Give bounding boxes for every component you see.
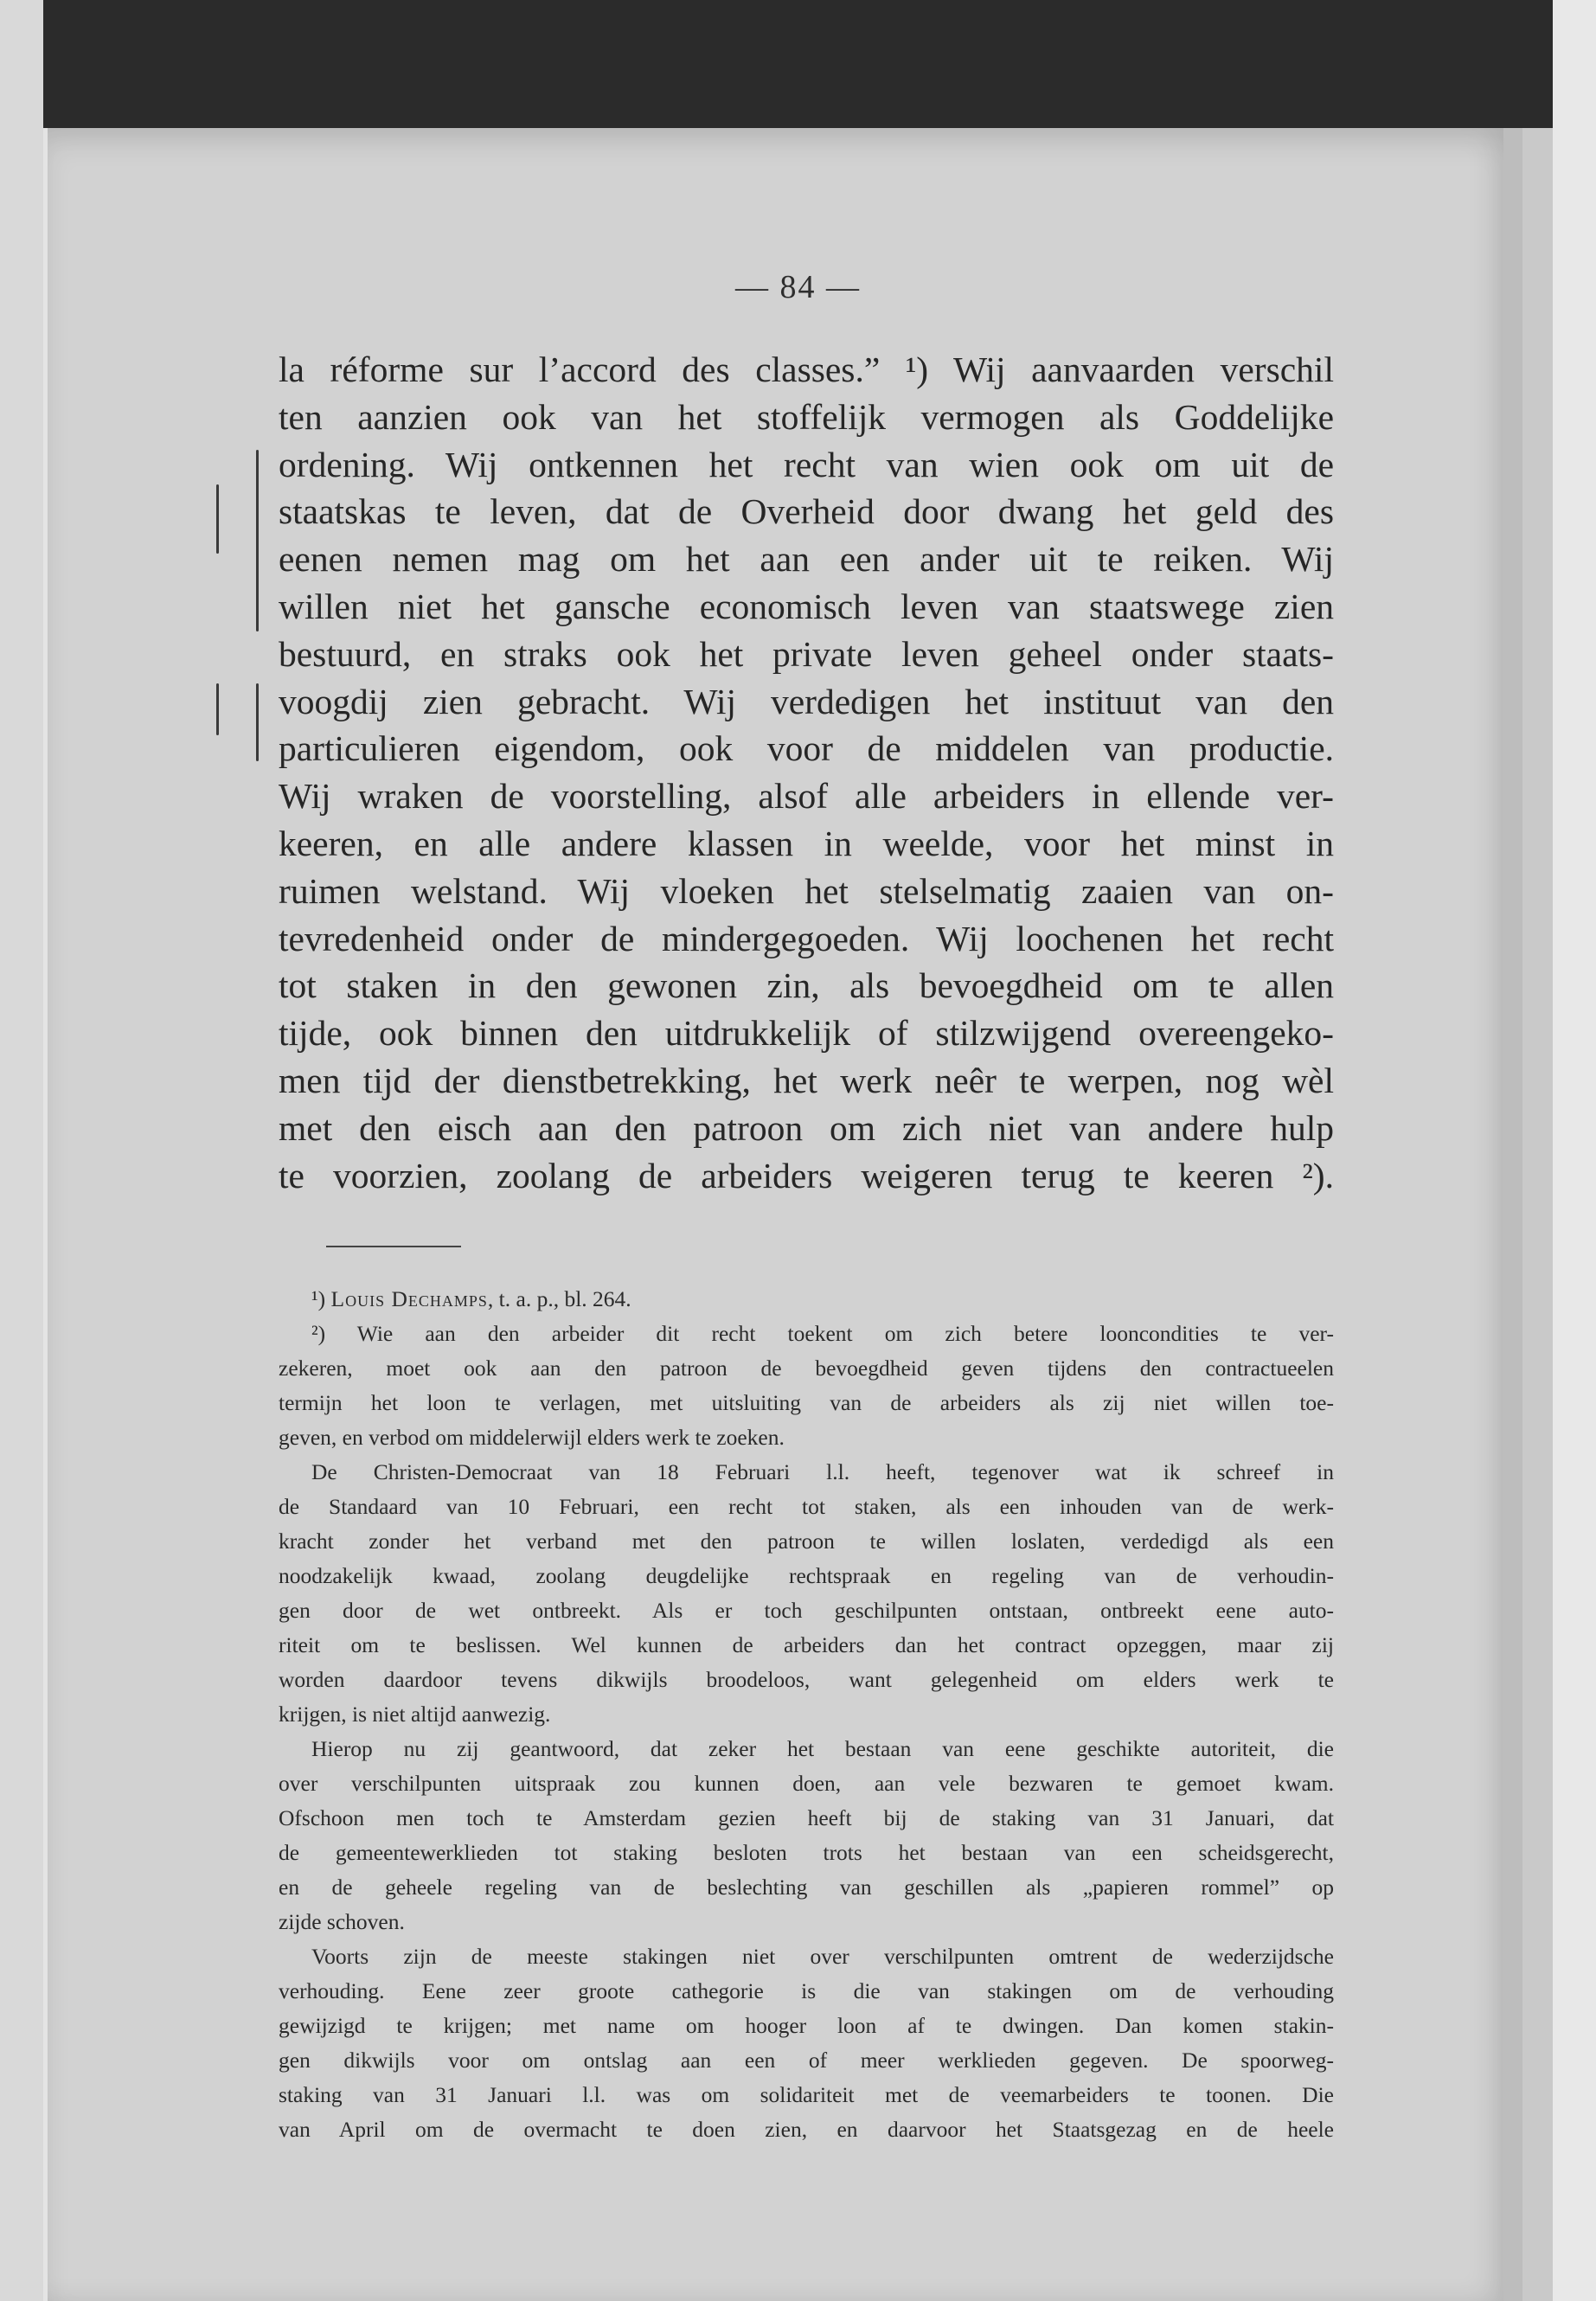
body-line: staatskas te leven, dat de Overheid door dwang het geld des xyxy=(279,491,1334,532)
footnote-line: staking van 31 Januari l.l. was om solidariteit met de veemarbeiders te toonen. Die xyxy=(279,2082,1334,2107)
next-page-edge xyxy=(1522,128,1553,2301)
footnote-line: Hierop nu zij geantwoord, dat zeker het bestaan van eene geschikte autoriteit, die xyxy=(311,1736,1334,1761)
footnote-separator xyxy=(326,1246,461,1247)
body-line: eenen nemen mag om het aan een ander uit te reiken. Wij xyxy=(279,539,1334,580)
body-line: te voorzien, zoolang de arbeiders weigeren terug te keeren ²). xyxy=(279,1155,1334,1195)
footnote-2-paragraph-4 xyxy=(279,1939,1334,2147)
body-line: ruimen welstand. Wij vloeken het stelselmatig zaaien van on- xyxy=(279,870,1334,911)
body-line: particulieren eigendom, ook voor de middelen van productie. xyxy=(279,728,1334,769)
footnote-line: de Standaard van 10 Februari, een recht tot staken, als een inhouden van de werk- xyxy=(279,1494,1334,1519)
body-line: tot staken in den gewonen zin, als bevoegdheid om te allen xyxy=(279,965,1334,1006)
footnotes xyxy=(279,1282,1334,2147)
footnote-line: worden daardoor tevens dikwijls broodeloos, want gelegenheid om elders werk te xyxy=(279,1667,1334,1692)
footnote-line: termijn het loon te verlagen, met uitsluiting van de arbeiders als zij niet willen toe- xyxy=(279,1390,1334,1415)
scan-top-band xyxy=(43,0,1553,128)
body-line: voogdij zien gebracht. Wij verdedigen het instituut van den xyxy=(279,681,1334,721)
footnote-line: gen dikwijls voor om ontslag aan een of meer werklieden gegeven. De spoorweg- xyxy=(279,2048,1334,2073)
footnote-line: ²) Wie aan den arbeider dit recht toekent om zich betere looncondities te ver- xyxy=(311,1321,1334,1346)
footnote-line: Voorts zijn de meeste stakingen niet over verschilpunten omtrent de wederzijdsche xyxy=(311,1944,1334,1969)
footnote-line: riteit om te beslissen. Wel kunnen de arbeiders dan het contract opzeggen, maar zij xyxy=(279,1632,1334,1657)
main-paragraph xyxy=(279,346,1334,1199)
footnote-line: noodzakelijk kwaad, zoolang deugdelijke rechtspraak en regeling van de verhoudin- xyxy=(279,1563,1334,1588)
footnote-line: verhouding. Eene zeer groote cathegorie is die van stakingen om de verhouding xyxy=(279,1978,1334,2003)
footnote-line: geven, en verbod om middelerwijl elders werk te zoeken. xyxy=(279,1425,785,1450)
footnote-1: ¹) Louis Dechamps, t. a. p., bl. 264. xyxy=(311,1286,631,1311)
footnote-line: kracht zonder het verband met den patroon te willen loslaten, verdedigd als een xyxy=(279,1529,1334,1554)
margin-pencil-mark xyxy=(216,683,219,735)
body-line: met den eisch aan den patroon om zich niet van andere hulp xyxy=(279,1107,1334,1148)
footnote-line: krijgen, is niet altijd aanwezig. xyxy=(279,1702,551,1727)
margin-pencil-mark xyxy=(216,484,219,554)
body-line: ordening. Wij ontkennen het recht van wien ook om uit de xyxy=(279,444,1334,484)
footnote-line: De Christen-Democraat van 18 Februari l.l. heeft, tegenover wat ik schreef in xyxy=(311,1459,1334,1484)
footnote-line: gen door de wet ontbreekt. Als er toch geschilpunten ontstaan, ontbreekt eene auto- xyxy=(279,1598,1334,1623)
margin-pencil-mark xyxy=(256,450,259,631)
body-line: keeren, en alle andere klassen in weelde, voor het minst in xyxy=(279,823,1334,863)
footnote-line: Ofschoon men toch te Amsterdam gezien heeft bij de staking van 31 Januari, dat xyxy=(279,1805,1334,1830)
footnote-line: van April om de overmacht te doen zien, en daarvoor het Staatsgezag en de heele xyxy=(279,2117,1334,2142)
body-line: bestuurd, en straks ook het private leven geheel onder staats- xyxy=(279,633,1334,674)
body-line: la réforme sur l’accord des classes.” ¹) Wij aanvaarden verschil xyxy=(279,349,1334,389)
footnote-2 xyxy=(279,1317,1334,1455)
footnote-2-paragraph-2 xyxy=(279,1455,1334,1732)
footnote-line: en de geheele regeling van de beslechting van geschillen als „papieren rommel” op xyxy=(279,1875,1334,1900)
footnote-2-paragraph-3 xyxy=(279,1732,1334,1939)
body-line: tevredenheid onder de mindergegoeden. Wij loochenen het recht xyxy=(279,918,1334,958)
page-edge-shadow xyxy=(1503,128,1522,2301)
page-number: — 84 — xyxy=(735,269,861,305)
scan-left-edge xyxy=(0,0,43,2301)
footnote-line: zijde schoven. xyxy=(279,1909,405,1934)
body-line: men tijd der dienstbetrekking, het werk neêr te werpen, nog wèl xyxy=(279,1060,1334,1100)
body-line: Wij wraken de voorstelling, alsof alle arbeiders in ellende ver- xyxy=(279,776,1334,817)
body-line: ten aanzien ook van het stoffelijk vermogen als Goddelijke xyxy=(279,396,1334,437)
scan-right-edge xyxy=(1553,0,1596,2301)
margin-pencil-mark xyxy=(256,683,259,761)
footnote-line: over verschilpunten uitspraak zou kunnen doen, aan vele bezwaren te gemoet kwam. xyxy=(279,1771,1334,1796)
footnote-line: de gemeentewerklieden tot staking besloten trots het bestaan van een scheidsgerecht, xyxy=(279,1840,1334,1865)
body-line: willen niet het gansche economisch leven van staatswege zien xyxy=(279,586,1334,626)
body-line: tijde, ook binnen den uitdrukkelijk of stilzwijgend overeengeko- xyxy=(279,1013,1334,1054)
footnote-line: gewijzigd te krijgen; met name om hooger loon af te dwingen. Dan komen stakin- xyxy=(279,2013,1334,2038)
footnote-line: zekeren, moet ook aan den patroon de bevoegdheid geven tijdens den contractueelen xyxy=(279,1356,1334,1381)
